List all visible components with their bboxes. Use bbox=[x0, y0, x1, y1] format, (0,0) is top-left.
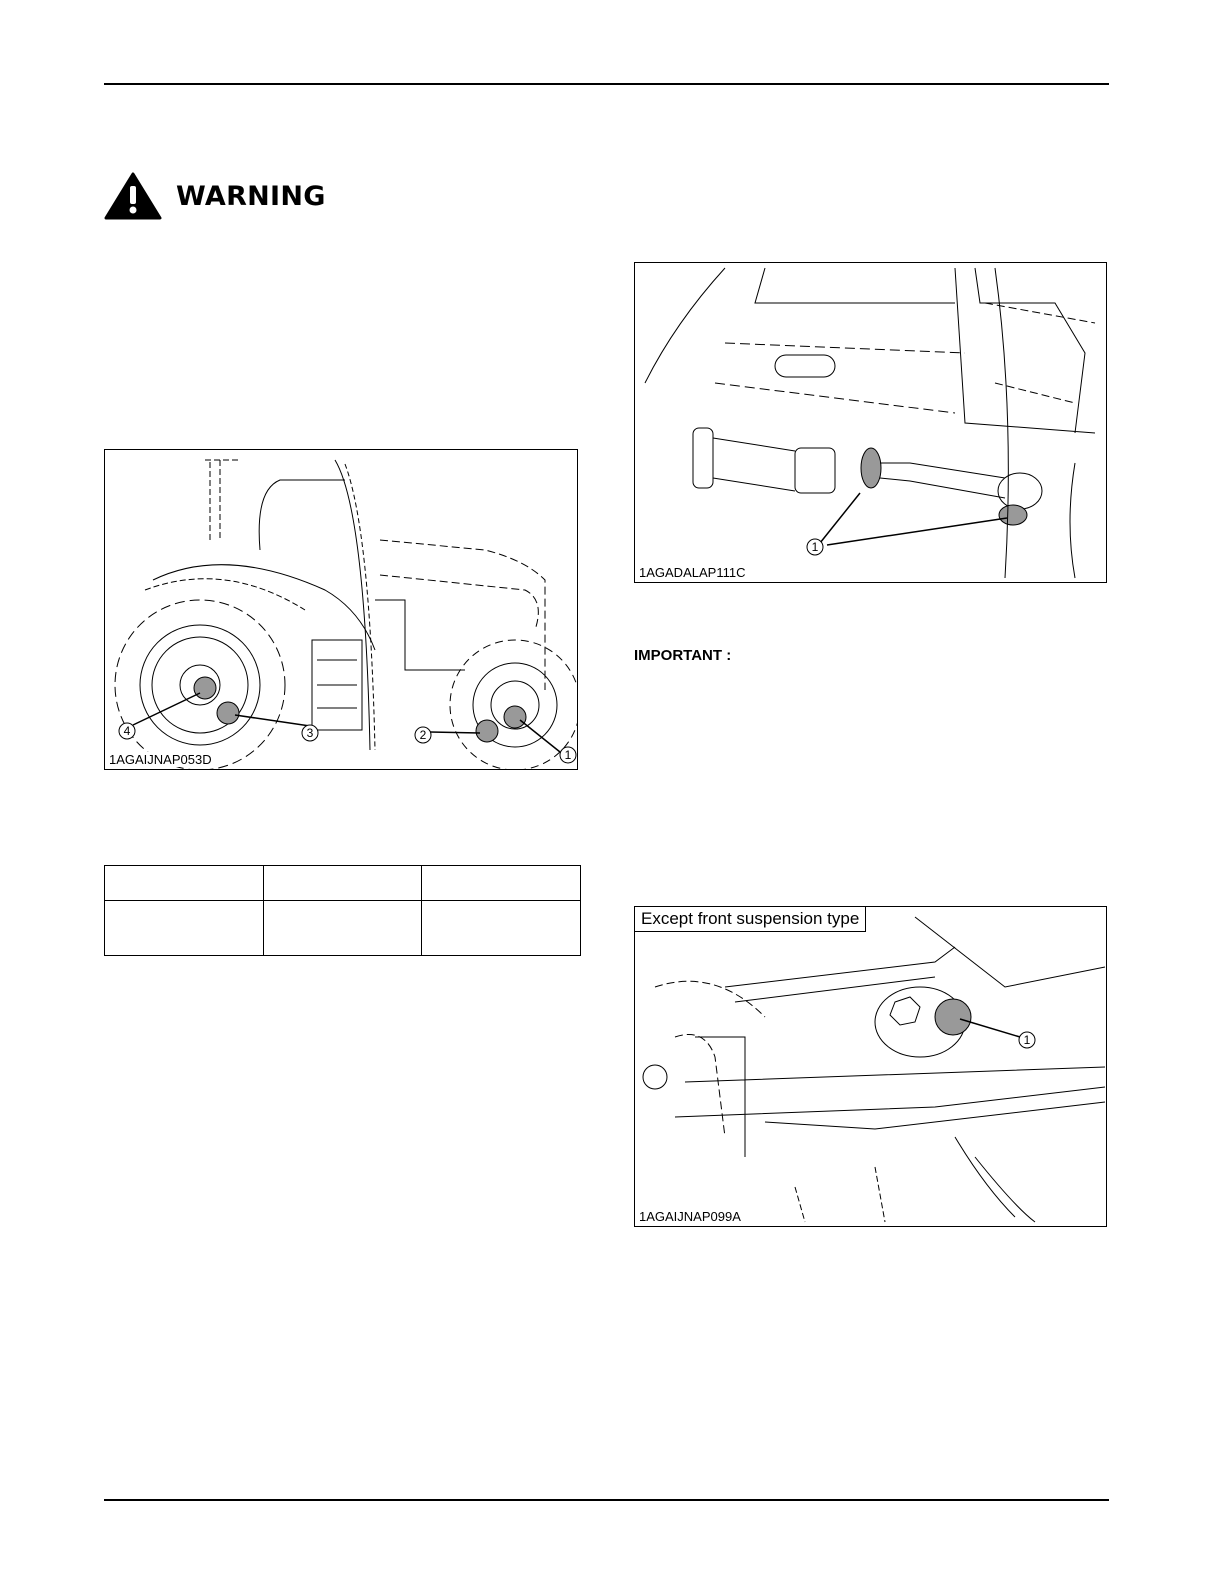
figure-front-axle-grease-point bbox=[634, 906, 1107, 1227]
figure-tractor-grease-points bbox=[104, 449, 578, 770]
table-cell bbox=[422, 866, 581, 901]
figure-code: 1AGAIJNAP053D bbox=[109, 752, 212, 767]
table-cell bbox=[263, 901, 422, 956]
callout-4: 4 bbox=[123, 724, 131, 738]
spec-table bbox=[104, 865, 581, 956]
callout-1: 1 bbox=[811, 540, 819, 554]
callout-1: 1 bbox=[564, 748, 572, 762]
callout-1: 1 bbox=[1023, 1033, 1031, 1047]
figure-code: 1AGAIJNAP099A bbox=[639, 1209, 741, 1224]
callout-3: 3 bbox=[306, 726, 314, 740]
drive-shaft-illustration bbox=[635, 263, 1106, 582]
figure-drive-shaft-grease-points bbox=[634, 262, 1107, 583]
table-row bbox=[105, 901, 581, 956]
front-axle-illustration bbox=[635, 907, 1106, 1226]
header-rule bbox=[104, 83, 1109, 85]
table-header-row bbox=[105, 866, 581, 901]
table-cell bbox=[263, 866, 422, 901]
tractor-illustration bbox=[105, 450, 577, 769]
table-cell bbox=[422, 901, 581, 956]
table-cell bbox=[105, 866, 264, 901]
warning-heading bbox=[104, 172, 326, 220]
table-cell bbox=[105, 901, 264, 956]
footer-rule bbox=[104, 1499, 1109, 1501]
figure-caption: Except front suspension type bbox=[635, 907, 866, 932]
warning-label: WARNING bbox=[176, 180, 326, 212]
callout-2: 2 bbox=[419, 728, 427, 742]
figure-code: 1AGADALAP111C bbox=[639, 565, 746, 580]
warning-triangle-icon bbox=[104, 172, 162, 220]
important-label: IMPORTANT : bbox=[634, 647, 732, 664]
